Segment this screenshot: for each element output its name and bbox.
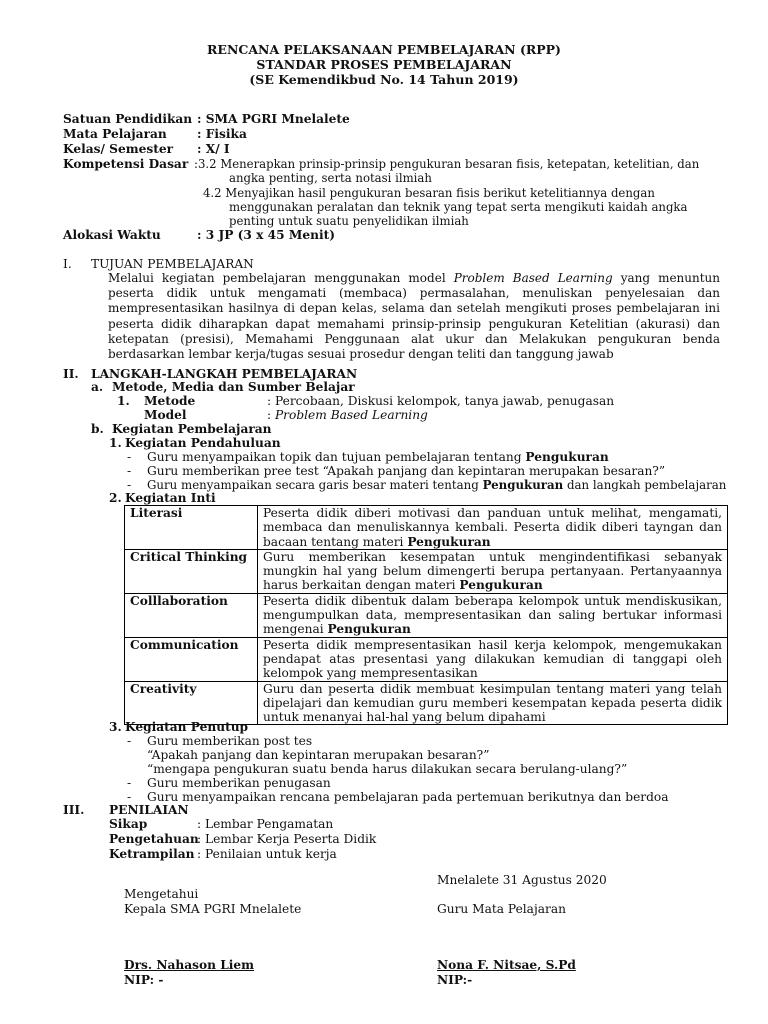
kd1-line1: :3.2 Menerapkan prinsip-prinsip pengukuran besaran fisis, ketepatan, ketelitian, dan [194,157,700,171]
section3-title: PENILAIAN [109,803,189,817]
satuan-value: : SMA PGRI Mnelalete [197,112,350,126]
right-signer-name: Nona F. Nitsae, S.Pd [437,958,576,972]
table-value: Peserta didik mempresentasikan hasil kerja kelompok, mengemukakan pendapat atas presentasi yang dilakukan kemudian di tanggapi oleh kelompok yang mempresentasikan [258,637,728,681]
kelas-value: : X/ I [197,142,230,156]
subsection-a-label: a. [91,380,104,394]
penutup-number: 3. [109,720,122,734]
list-item: Guru menyampaikan rencana pembelajaran pada pertemuan berikutnya dan berdoa [147,790,669,804]
subsection-b-title: Kegiatan Pembelajaran [112,422,272,436]
metode-number: 1. [117,394,130,408]
doc-reference: (SE Kemendikbud No. 14 Tahun 2019) [249,72,519,87]
posttest-question: “Apakah panjang dan kepintaran merupakan besaran?” [147,748,490,762]
left-signer-name: Drs. Nahason Liem [124,958,255,972]
list-item: Guru memberikan post tes [147,734,313,748]
section1-number: I. [63,257,72,271]
subsection-b-label: b. [91,422,104,436]
table-key: Creativity [125,681,258,725]
kd2-line3: penting untuk suatu penyelidikan ilmiah [229,214,469,228]
place-date: Mnelalete 31 Agustus 2020 [437,873,607,887]
list-item: Guru memberikan penugasan [147,776,331,790]
ketrampilan-value: : Penilaian untuk kerja [197,847,337,861]
table-key: Critical Thinking [125,549,258,593]
mapel-label: Mata Pelajaran [63,127,167,141]
sikap-label: Sikap [109,817,148,831]
satuan-label: Satuan Pendidikan [63,112,193,126]
list-item: Guru menyampaikan secara garis besar materi tentang Pengukuran dan langkah pembelajaran [147,478,727,492]
section1-paragraph: Melalui kegiatan pembelajaran menggunakan model Problem Based Learning yang menuntun peserta didik untuk mengamati (membaca) permasalahan, menuliskan penyelesaian dan mempresentasikan hasilnya di depan kelas, selama dan setelah mengikuti proses pembelajaran ini peserta didik diharapkan dapat memahami prinsip-prinsip pengukuran Ketelitian (akurasi) dan ketepatan (presisi), Memahami Penggunaan alat ukur dan Melakukan pengukuran benda berdasarkan lembar kerja/tugas sesuai prosedur dengan teliti dan tanggung jawab [108,271,721,362]
table-row [125,637,728,681]
table-key: Communication [125,637,258,681]
table-value: Peserta didik diberi motivasi dan panduan untuk melihat, mengamati, membaca dan menuliskannya kembali. Peserta didik diberi tayngan dan bacaan tentang materi Pengukuran [258,506,728,550]
posttest-question: “mengapa pengukuran suatu benda harus dilakukan secara berulang-ulang?” [147,762,628,776]
table-value: Guru dan peserta didik membuat kesimpulan tentang materi yang telah dipelajari dan kemudian guru memberi kesempatan kepada peserta didik untuk menanyai hal-hal yang belum dipahami [258,681,728,725]
pendahuluan-title: Kegiatan Pendahuluan [125,436,281,450]
ketrampilan-label: Ketrampilan [109,847,195,861]
list-dash: - [127,464,132,478]
table-value: Guru memberikan kesempatan untuk mengindentifikasi sebanyak mungkin hal yang belum dimengerti berupa pertanyaan. Pertanyaannya harus berkaitan dengan materi Pengukuran [258,549,728,593]
section2-title: LANGKAH-LANGKAH PEMBELAJARAN [91,367,358,381]
inti-number: 2. [109,491,122,505]
model-name: Problem Based Learning [453,271,613,285]
metode-value: : Percobaan, Diskusi kelompok, tanya jawab, penugasan [267,394,615,408]
list-item: Guru menyampaikan topik dan tujuan pembelajaran tentang Pengukuran [147,450,609,464]
left-signer-nip: NIP: - [124,973,164,987]
list-dash: - [127,734,132,748]
list-dash: - [127,790,132,804]
list-dash: - [127,450,132,464]
list-dash: - [127,776,132,790]
right-signer-nip: NIP:- [437,973,473,987]
model-label: Model [144,408,187,422]
kd2-line2: menggunakan peralatan dan teknik yang tepat serta mengikuti kaidah angka [229,200,688,214]
section1-title: TUJUAN PEMBELAJARAN [91,257,254,271]
section3-number: III. [63,803,85,817]
metode-label: Metode [144,394,196,408]
left-signer-role: Kepala SMA PGRI Mnelalete [124,902,302,916]
alokasi-label: Alokasi Waktu [63,228,161,242]
kd-label: Kompetensi Dasar [63,157,189,171]
section2-number: II. [63,367,79,381]
doc-subtitle: STANDAR PROSES PEMBELAJARAN [256,57,512,72]
kd1-line2: angka penting, serta notasi ilmiah [229,171,432,185]
table-row [125,681,728,725]
table-key: Colllaboration [125,593,258,637]
table-key: Literasi [125,506,258,550]
list-item: Guru memberikan pree test “Apakah panjang dan kepintaran merupakan besaran?” [147,464,666,478]
sikap-value: : Lembar Pengamatan [197,817,334,831]
penutup-title: Kegiatan Penutup [125,720,249,734]
table-row [125,506,728,550]
pengetahuan-value: : Lembar Kerja Peserta Didik [197,832,377,846]
table-row [125,549,728,593]
pendahuluan-number: 1. [109,436,122,450]
doc-title: RENCANA PELAKSANAAN PEMBELAJARAN (RPP) [207,42,561,57]
list-dash: - [127,478,132,492]
subsection-a-title: Metode, Media dan Sumber Belajar [112,380,355,394]
kd2-line1: 4.2 Menyajikan hasil pengukuran besaran fisis berikut ketelitiannya dengan [203,186,655,200]
pengetahuan-label: Pengetahuan [109,832,199,846]
table-row [125,593,728,637]
mengetahui-label: Mengetahui [124,887,199,901]
table-value: Peserta didik dibentuk dalam beberapa kelompok untuk mendiskusikan, mengumpulkan data, mempresentasikan dan saling bertukar informasi mengenai Pengukuran [258,593,728,637]
alokasi-value: : 3 JP (3 x 45 Menit) [197,228,335,242]
kelas-label: Kelas/ Semester [63,142,174,156]
model-value: : Problem Based Learning [267,408,428,422]
kegiatan-inti-table [124,505,728,725]
inti-title: Kegiatan Inti [125,491,216,505]
right-signer-role: Guru Mata Pelajaran [437,902,566,916]
mapel-value: : Fisika [197,127,247,141]
